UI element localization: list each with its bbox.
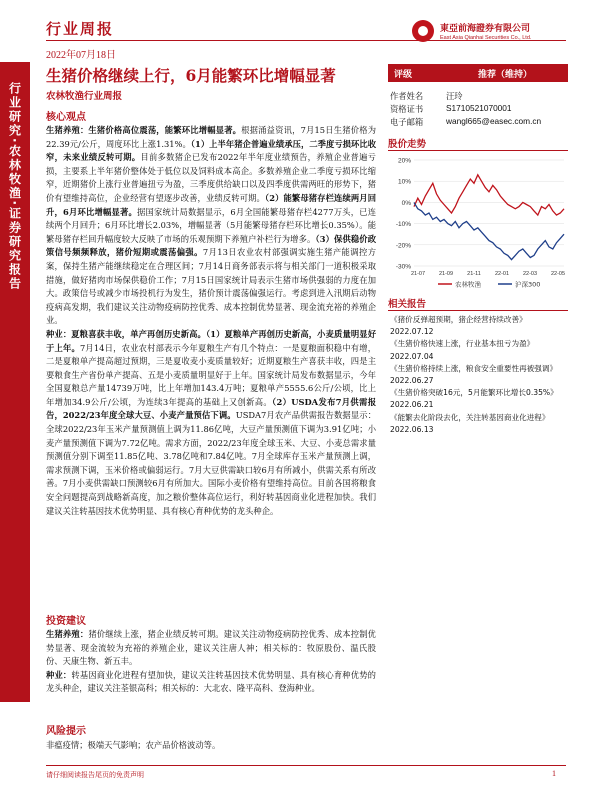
chart-series bbox=[414, 175, 564, 260]
y-tick-label: -10% bbox=[395, 221, 411, 229]
y-tick-label: -20% bbox=[395, 242, 411, 250]
policy-text: 7月13日农业农村部强调实施生猪产能调控方案，保持生猪产能继续稳定在合理区间；7月14日商务部表示将与相关部门一道积极采取措施，做好猪肉市场保供稳价工作；7月15日国家统计局表示生猪市场供强弱的力度在加大。政策信号或减少市场投机行为发生，猪价预计震荡偏强运行。考虑到进入汛期后动物疫病高发期，我们建议关注动物疫病防控优秀、成本控制优势显著、现金流充裕的养殖企业。 bbox=[46, 247, 376, 326]
related-reports-heading: 相关报告 bbox=[388, 296, 568, 311]
stock-trend-heading: 股价走势 bbox=[388, 136, 568, 151]
legend-label: 沪深300 bbox=[515, 280, 541, 289]
related-report-link[interactable]: 《生猪价格突破16元，5月能繁环比增长0.35%》2022.06.21 bbox=[390, 388, 558, 410]
usda-bold: （2）USDA发布7月供需报告，2022/23年度全球大豆、小麦产量预估下调。 bbox=[46, 396, 376, 421]
x-tick-label: 21-09 bbox=[438, 271, 454, 277]
logo-mark-icon bbox=[412, 20, 434, 42]
sow-text: 据国家统计局数据显示，6月全国能繁母猪存栏4277万头，已连续两个月回升；6月环比增长2.03%，增幅显著（5月能繁母猪存栏环比增长0.35%）。能繁母猪存栏回升幅度较大反映了市场的乐观预期下养殖户补栏行为增多。 bbox=[46, 206, 376, 244]
rating-value: 推荐（维持） bbox=[478, 70, 533, 80]
related-report-link[interactable]: 《猪价反弹超预期，猪企经营持续改善》2022.07.12 bbox=[390, 315, 527, 337]
x-tick-label: 22-05 bbox=[550, 271, 566, 277]
footer-disclaimer: 请仔细阅读报告尾页的免责声明 bbox=[46, 771, 144, 779]
analyst-license-row bbox=[390, 103, 568, 114]
investment-body bbox=[46, 628, 376, 696]
y-tick-label: 20% bbox=[397, 157, 411, 165]
sow-bold: （2）能繁母猪存栏连续两月回升，6月环比增幅显著。 bbox=[46, 192, 376, 217]
core-views-heading: 核心观点 bbox=[46, 112, 86, 123]
investment-heading: 投资建议 bbox=[46, 616, 86, 627]
paragraph-pig bbox=[46, 124, 376, 328]
side-category-band bbox=[0, 62, 30, 702]
invest-text: 转基因商业化进程有望加快，建议关注转基因技术优势明显、具有核心育种优势的龙头种企，建议关注荃银高科；相关标的：大北农、隆平高科、登海种业。 bbox=[46, 669, 376, 694]
invest-lead: 生猪养殖： bbox=[46, 629, 89, 639]
invest-item bbox=[46, 628, 376, 669]
risk-heading: 风险提示 bbox=[46, 726, 86, 737]
pig-rest: 目前多数猪企已发布2022年半年度业绩预告，养殖企业普遍亏损，主要系上半年猪价整体处于低位以及饲料成本高企。多数养殖企业二季度亏损环比缩窄，近期猪价上涨行业普遍扭亏为盈，三季度供给缺口以及四季度供需两旺的形势下，猪价有望维持高位，企业经营有望逐步改善，业绩反转可期。 bbox=[46, 152, 376, 203]
pig-bold: （1）上半年猪企普遍业绩承压，二季度亏损环比收窄，未来业绩反转可期。 bbox=[46, 138, 377, 163]
info-value: 汪玲 bbox=[446, 91, 463, 101]
risk-text: 非瘟疫情；极端天气影响；农产品价格波动等。 bbox=[46, 740, 221, 750]
logo-en-text: East Asia Qianhai Securities Co., Ltd. bbox=[440, 35, 532, 41]
legend-label: 农林牧渔 bbox=[455, 280, 481, 289]
side-category-text: 行业研究·农林牧渔·证券研究报告 bbox=[7, 82, 22, 292]
logo-cn-text: 東亞前海證券有限公司 bbox=[440, 24, 531, 34]
x-tick-label: 22-01 bbox=[494, 271, 510, 277]
x-tick-label: 22-03 bbox=[522, 271, 538, 277]
analyst-name-row bbox=[390, 90, 568, 101]
seed-lead: 种业：夏粮喜获丰收，单产再创历史新高。 bbox=[46, 328, 206, 339]
report-type-header: 行业周报 bbox=[46, 20, 115, 38]
rating-bar bbox=[388, 64, 568, 82]
usda-text: USDA7月农产品供需报告数据显示：全球2022/23年玉米产量预测值上调为11.86亿吨，大豆产量预测值下调为3.91亿吨；小麦产量预测值下调为7.72亿吨。需求方面，2022/23年度全球玉米、大豆、小麦总需求量预测值分别下调至11.85亿吨、3.78亿吨和7.84亿吨。7月全球库存玉米产量预测上调，需求预测下调，玉米价格或偏弱运行。7月大豆供需缺口较6月有所减小，供需关系有所改善。7月小麦供需缺口预测较6月有所加大。国际小麦价格有望维持高位。目前各国将粮食安全问题提高到战略新高度，加之粮价整体高位运行，利好转基因商业化进程加快。我们建议关注转基因技术优势明显、具有核心育种优势的龙头种企。 bbox=[46, 410, 376, 516]
info-value: S1710521070001 bbox=[446, 103, 512, 113]
y-tick-label: 0% bbox=[401, 199, 411, 207]
series-line bbox=[414, 202, 564, 259]
related-report-link[interactable]: 《生猪价格快速上涨，行业基本扭亏为盈》2022.07.04 bbox=[390, 339, 535, 361]
report-date: 2022年07月18日 bbox=[46, 50, 116, 61]
invest-item bbox=[46, 669, 376, 696]
core-views-body bbox=[46, 124, 376, 518]
analyst-email-link[interactable]: wangl665@easec.com.cn bbox=[446, 116, 542, 126]
related-report-link[interactable]: 《生猪价格持续上涨，粮食安全重要性再被强调》2022.06.27 bbox=[390, 363, 558, 386]
info-key: 电子邮箱 bbox=[390, 117, 424, 127]
report-subtitle: 农林牧渔行业周报 bbox=[46, 91, 123, 102]
pig-text: 根据涌益资讯，7月15日生猪价格为22.39元/公斤，周度环比上涨1.31%。 bbox=[46, 125, 376, 149]
report-title: 生猪价格继续上行，6月能繁环比增幅显著 bbox=[46, 66, 336, 85]
x-tick-label: 21-11 bbox=[467, 271, 481, 277]
x-tick-labels bbox=[411, 271, 565, 277]
paragraph-seed bbox=[46, 328, 376, 518]
series-line bbox=[414, 175, 564, 215]
related-reports-list bbox=[390, 314, 566, 436]
analyst-email-row[interactable] bbox=[390, 116, 568, 127]
page-number: 1 bbox=[552, 769, 556, 778]
footer-divider bbox=[46, 765, 566, 766]
info-key: 资格证书 bbox=[390, 104, 424, 114]
chart-gridlines bbox=[414, 160, 564, 266]
y-tick-label: -30% bbox=[395, 263, 411, 271]
rating-label: 评级 bbox=[394, 70, 413, 80]
chart-legend bbox=[438, 280, 540, 289]
info-key: 作者姓名 bbox=[390, 91, 424, 101]
company-logo bbox=[412, 20, 562, 52]
stock-trend-chart bbox=[388, 154, 568, 294]
x-tick-label: 21-07 bbox=[410, 271, 426, 277]
invest-text: 猪价继续上涨，猪企业绩反转可期。建议关注动物疫病防控优秀、成本控制优势显著、现金流较为充裕的养殖企业，建议关注唐人神；相关标的：牧原股份、温氏股份、天康生物、新五丰。 bbox=[46, 629, 376, 667]
seed-text: 7月14日，农业农村部表示今年夏粮生产有几个特点：一是夏粮面积稳中有增，二是夏粮单产提高超过预期，三是夏收麦小麦质量较好；近期夏粮生产喜获丰收，四是主要粮食生产省份单产提高、五是小麦质量明显好于上年。国家统计局发布数据显示，今年全国夏粮总产量14739万吨，比上年增加143.4万吨；夏粮单产5555.6公斤/公顷，比上年增加34.9公斤/公顷，为连续3年提高的基础上又创新高。 bbox=[46, 342, 376, 407]
related-report-link[interactable]: 《能繁去化阶段去化，关注转基因商业化进程》2022.06.13 bbox=[390, 412, 550, 434]
pig-lead: 生猪养殖：生猪价格高位震荡，能繁环比增幅显著。 bbox=[46, 125, 242, 135]
y-tick-labels bbox=[396, 158, 411, 271]
seed-bold: （1）夏粮单产再创历史新高，小麦质量明显好于上年。 bbox=[46, 328, 376, 353]
y-tick-label: 10% bbox=[397, 178, 411, 186]
policy-bold: （3）保供稳价政策信号频频释放，猪价短期或震荡偏强。 bbox=[46, 233, 376, 258]
invest-lead: 种业： bbox=[46, 669, 72, 680]
